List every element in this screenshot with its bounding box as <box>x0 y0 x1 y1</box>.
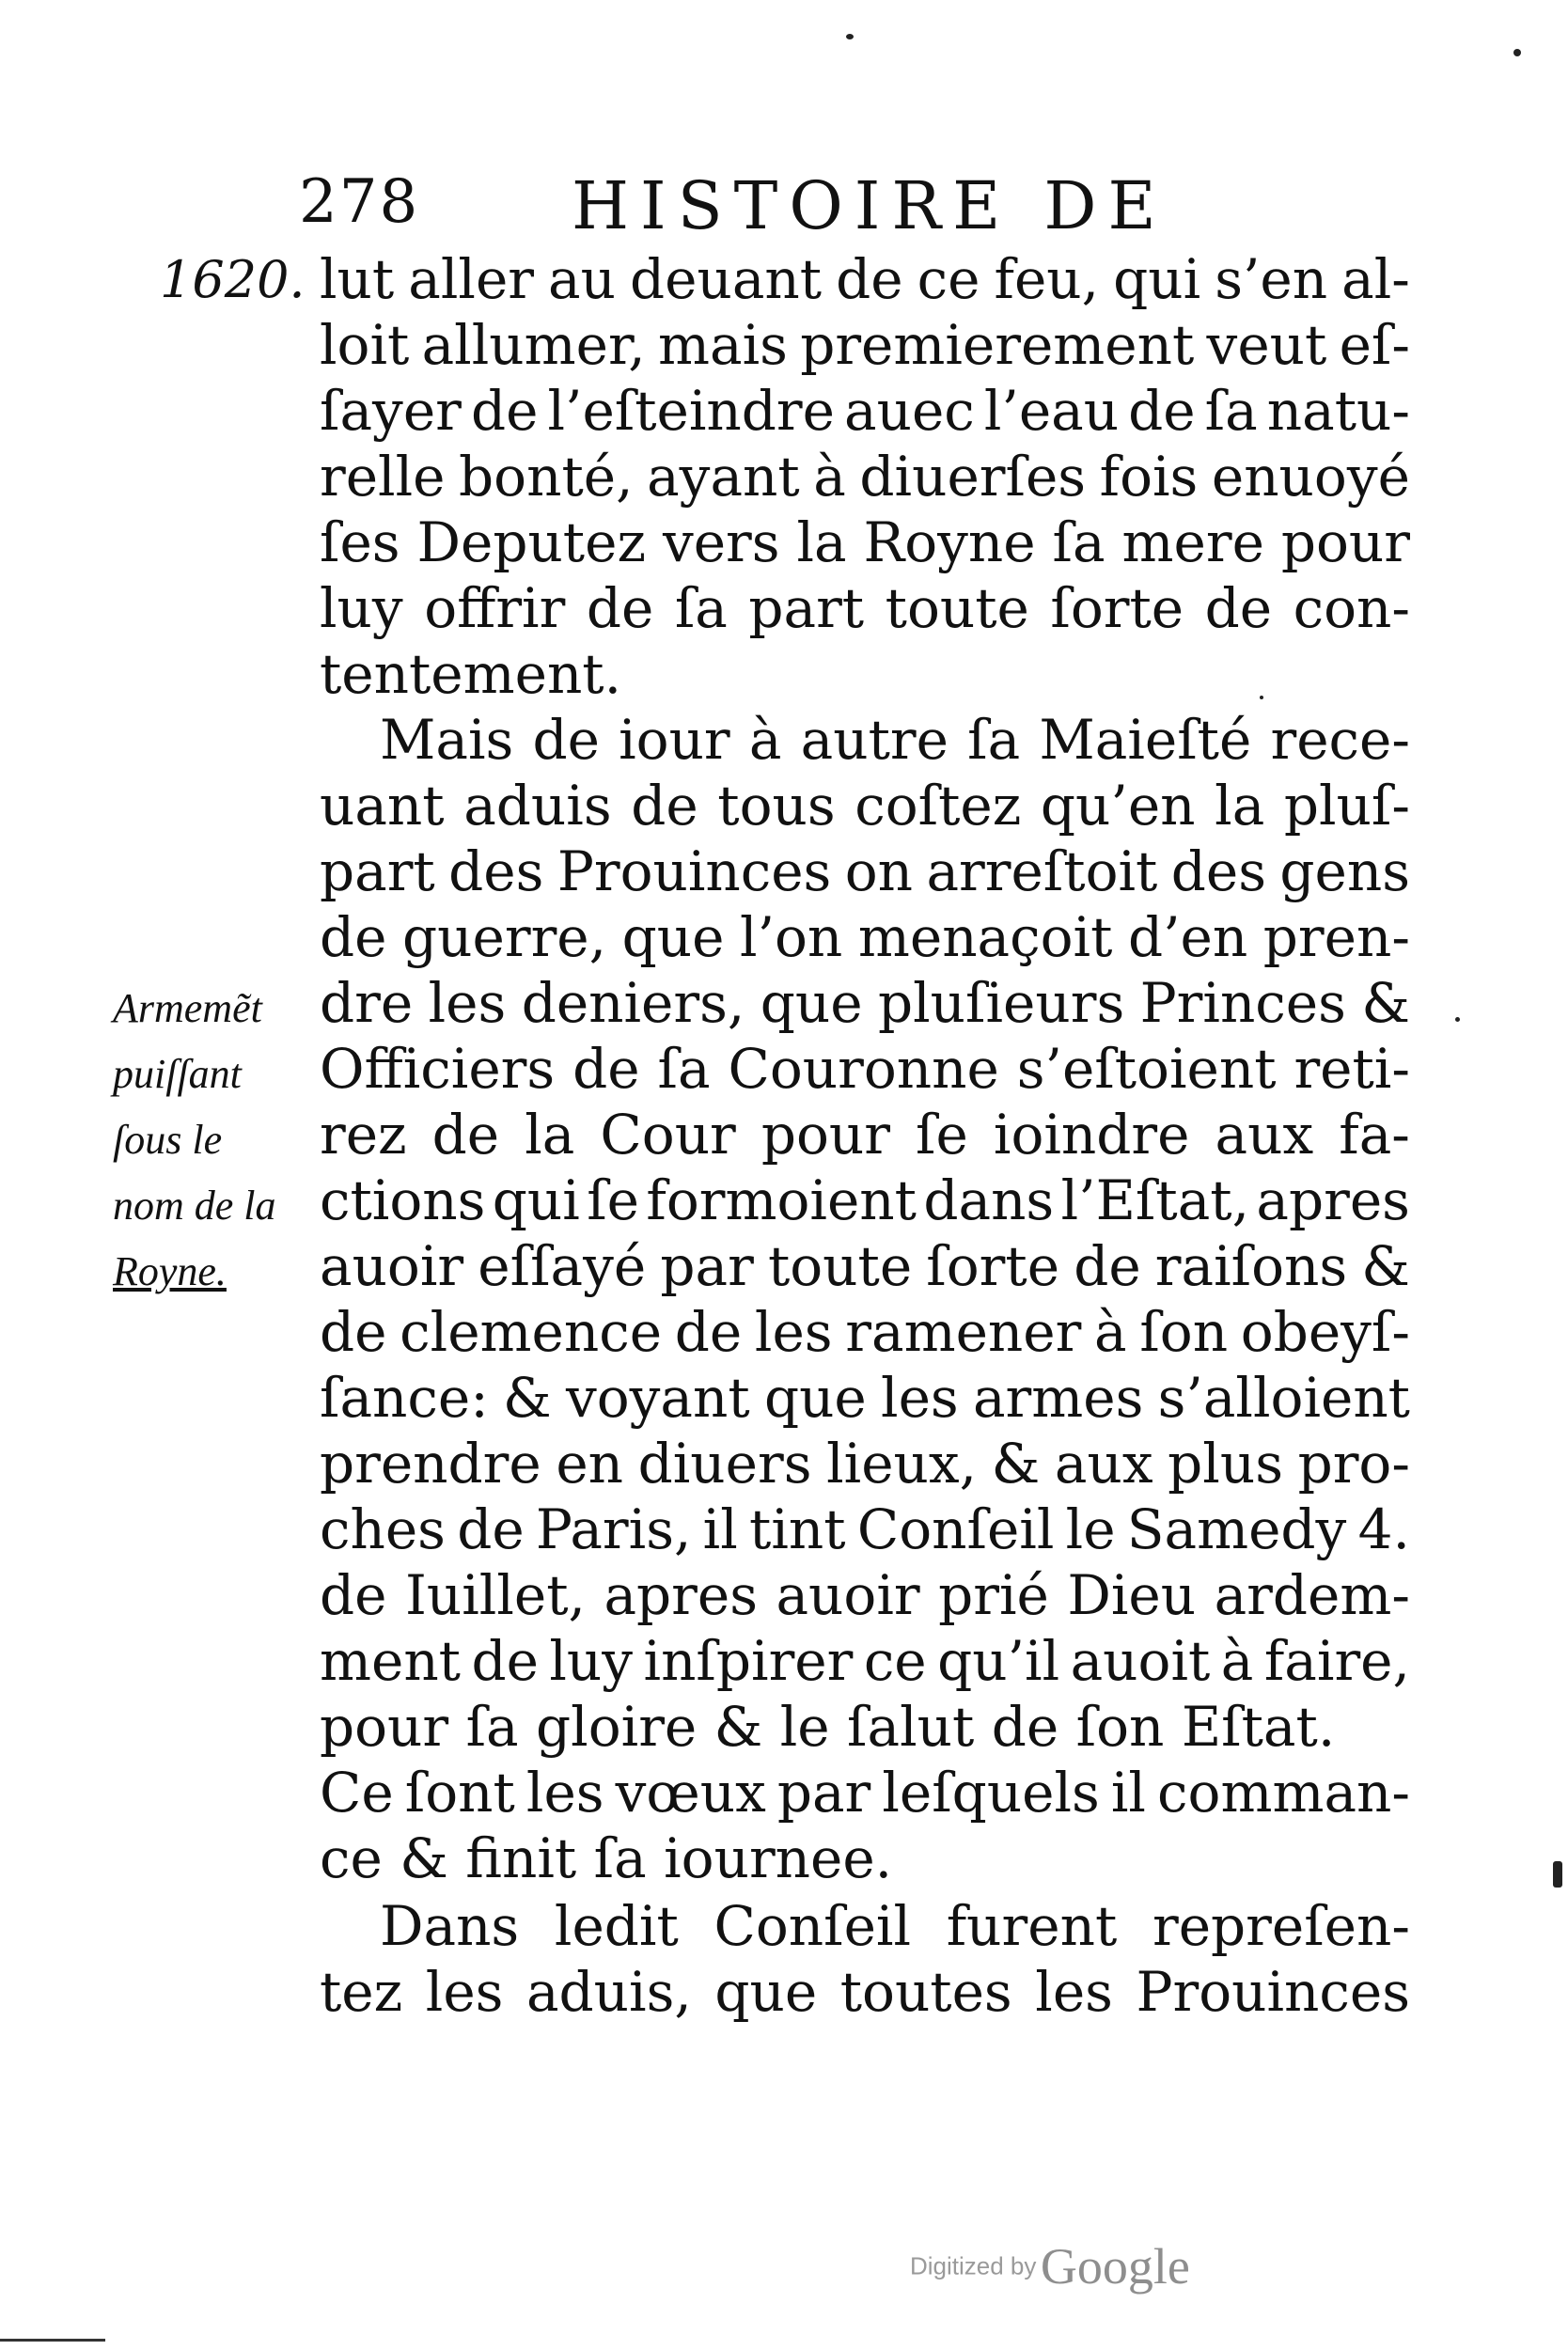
text-line <box>320 1431 1410 1496</box>
word: Prouinces <box>557 839 832 903</box>
margin-note-line: puiſſant <box>113 1051 242 1097</box>
word: toutes <box>839 1960 1012 2024</box>
text-line <box>320 509 1410 575</box>
text-line <box>320 575 1410 641</box>
word: de <box>631 774 698 838</box>
margin-note-line: nom de la <box>113 1183 276 1229</box>
word: Mais <box>380 708 514 772</box>
text-line <box>320 1299 1410 1365</box>
word: con- <box>1293 576 1410 640</box>
text-line: tentement. <box>320 642 622 706</box>
text-line <box>320 378 1410 444</box>
text-line <box>320 312 1410 378</box>
word: que <box>621 905 725 969</box>
page-number: 278 <box>299 167 420 237</box>
word: de <box>470 379 539 443</box>
word: la <box>525 1103 575 1167</box>
word: s’en <box>1215 247 1328 311</box>
word: l’Eſtat, <box>1060 1168 1250 1232</box>
text-line <box>320 707 1410 773</box>
word: Cour <box>600 1103 736 1167</box>
word: feu, <box>994 247 1100 311</box>
word: à <box>748 708 782 772</box>
word: pluſieurs <box>878 971 1125 1035</box>
word: Ce <box>320 1761 394 1825</box>
word: qu’il <box>937 1629 1060 1693</box>
word: voyant <box>565 1366 750 1430</box>
word: ſa <box>1204 379 1258 443</box>
word: la <box>1215 774 1265 838</box>
word: diuerſes <box>859 445 1087 509</box>
word: lieux, <box>826 1432 978 1496</box>
word: offrir <box>424 576 566 640</box>
word: luy <box>549 1629 634 1693</box>
word: ches <box>320 1497 446 1561</box>
word: Samedy <box>1126 1497 1347 1561</box>
word: Deputez <box>416 510 646 574</box>
text-line <box>320 1036 1410 1102</box>
margin-note-line: Armemẽt <box>113 985 262 1031</box>
text-line: ce & finit ſa iournee. <box>320 1826 893 1890</box>
word: natu- <box>1266 379 1410 443</box>
word: auoir <box>776 1563 920 1627</box>
word: diuers <box>637 1432 812 1496</box>
word: reti- <box>1294 1037 1410 1101</box>
word: relle <box>320 445 446 509</box>
word: prendre <box>320 1432 541 1496</box>
word: 4. <box>1357 1497 1410 1561</box>
word: plus <box>1168 1432 1283 1496</box>
word: auoir <box>320 1234 464 1298</box>
word: eſſayé <box>478 1234 647 1298</box>
word: raiſons <box>1154 1234 1348 1298</box>
word: apres <box>1256 1168 1410 1232</box>
margin-year: 1620. <box>160 250 306 309</box>
word: Maieſté <box>1039 708 1252 772</box>
word: menaçoit <box>857 905 1113 969</box>
word: inſpirer <box>643 1629 854 1693</box>
word: furent <box>946 1894 1118 1958</box>
word: fa- <box>1339 1103 1410 1167</box>
word: de <box>471 1629 539 1693</box>
word: & <box>991 1432 1041 1496</box>
word: les <box>754 1300 833 1364</box>
word: des <box>1170 839 1266 903</box>
word: par <box>776 1761 871 1825</box>
word: dans <box>923 1168 1055 1232</box>
word: leſquels <box>882 1761 1100 1825</box>
word: pren- <box>1262 905 1410 969</box>
word: mais <box>658 313 788 377</box>
word: Couronne <box>728 1037 999 1101</box>
text-line: pour ſa gloire & le ſalut de ſon Eſtat. <box>320 1695 1336 1759</box>
word: ſayer <box>320 379 462 443</box>
word: de <box>1074 1234 1141 1298</box>
text-line <box>320 444 1410 509</box>
word: ce <box>863 1629 927 1693</box>
word: ſont <box>404 1761 515 1825</box>
word: part <box>748 576 865 640</box>
word: veut <box>1206 313 1327 377</box>
word: la <box>796 510 847 574</box>
word: des <box>448 839 544 903</box>
word: vers <box>662 510 780 574</box>
word: vœux <box>615 1761 766 1825</box>
text-line <box>320 1167 1410 1233</box>
word: prié <box>938 1563 1049 1627</box>
word: aux <box>1054 1432 1153 1496</box>
text-line <box>320 773 1410 838</box>
word: pour <box>1280 510 1410 574</box>
word: tez <box>320 1960 403 2024</box>
word: lut <box>320 247 395 311</box>
word: fois <box>1099 445 1199 509</box>
word: ſon <box>1139 1300 1229 1364</box>
word: de <box>1128 379 1196 443</box>
word: tous <box>717 774 836 838</box>
word: Officiers <box>320 1037 556 1101</box>
word: gens <box>1279 839 1410 903</box>
text-line <box>320 1628 1410 1694</box>
word: par <box>660 1234 754 1298</box>
text-line <box>320 1893 1410 1959</box>
word: eſ- <box>1339 313 1410 377</box>
word: les <box>525 1761 604 1825</box>
word: ſa <box>967 708 1021 772</box>
word: Iuillet, <box>404 1563 586 1627</box>
word: on <box>844 839 914 903</box>
word: ſe <box>916 1103 968 1167</box>
word: arreſtoit <box>926 839 1158 903</box>
word: ctions <box>320 1168 486 1232</box>
word: l’eau <box>983 379 1120 443</box>
word: aduis <box>463 774 612 838</box>
word: à <box>813 445 846 509</box>
word: que <box>714 1960 818 2024</box>
text-line <box>320 1959 1410 2025</box>
word: ſa <box>1052 510 1105 574</box>
word: dre <box>320 971 414 1035</box>
running-title: HISTOIRE DE <box>572 167 1168 244</box>
word: ment <box>320 1629 461 1693</box>
scan-edge-rule <box>0 2339 105 2342</box>
word: que <box>760 971 863 1035</box>
word: ſa <box>657 1037 711 1101</box>
word: en <box>556 1432 624 1496</box>
word: d’en <box>1127 905 1248 969</box>
word: les <box>1035 1960 1113 2024</box>
word: loit <box>320 313 410 377</box>
margin-note-line: ſous le <box>113 1117 223 1163</box>
word: part <box>320 839 435 903</box>
word: il <box>702 1497 738 1561</box>
word: Conſeil <box>713 1894 912 1958</box>
body-text <box>320 246 1410 2025</box>
text-line <box>320 904 1410 970</box>
word: aduis, <box>525 1960 692 2024</box>
word: ramener <box>845 1300 1082 1364</box>
word: il <box>1110 1761 1146 1825</box>
word: toute <box>885 576 1029 640</box>
word: Conſeil <box>856 1497 1055 1561</box>
word: auoit <box>1070 1629 1211 1693</box>
text-line <box>320 1496 1410 1562</box>
text-line <box>320 838 1410 904</box>
word: formoient <box>646 1168 917 1232</box>
word: deuant <box>630 247 823 311</box>
word: Royne <box>863 510 1036 574</box>
text-line <box>320 246 1410 312</box>
word: à <box>1220 1629 1254 1693</box>
word: bonté, <box>459 445 634 509</box>
margin-note-line: Royne. <box>113 1248 227 1294</box>
word: luy <box>320 576 403 640</box>
word: qui <box>1113 247 1201 311</box>
word: premierement <box>800 313 1195 377</box>
word: ſa <box>674 576 728 640</box>
word: à <box>1094 1300 1127 1364</box>
word: ce <box>917 247 980 311</box>
word: qu’en <box>1040 774 1196 838</box>
word: rez <box>320 1103 407 1167</box>
text-line <box>320 1233 1410 1299</box>
text-line <box>320 1760 1410 1825</box>
word: armes <box>972 1366 1144 1430</box>
word: ſance: <box>320 1366 489 1430</box>
word: clemence <box>400 1300 663 1364</box>
word: de <box>836 247 903 311</box>
word: aller <box>408 247 534 311</box>
word: ioindre <box>993 1103 1190 1167</box>
text-line <box>320 1102 1410 1167</box>
word: s’alloient <box>1157 1366 1410 1430</box>
word: Dieu <box>1067 1563 1197 1627</box>
word: repreſen- <box>1152 1894 1410 1958</box>
word: ſes <box>320 510 400 574</box>
google-logo: Google <box>1040 2238 1190 2295</box>
word: qui <box>492 1168 580 1232</box>
word: apres <box>604 1563 758 1627</box>
word: iour <box>619 708 730 772</box>
word: guerre, <box>402 905 607 969</box>
word: les <box>881 1366 959 1430</box>
digitized-watermark <box>910 2237 1190 2295</box>
word: de <box>320 905 387 969</box>
word: de <box>1204 576 1273 640</box>
word: faire, <box>1263 1629 1410 1693</box>
word: aux <box>1215 1103 1314 1167</box>
word: l’eſteindre <box>547 379 835 443</box>
word: les <box>428 971 507 1035</box>
word: Dans <box>380 1894 520 1958</box>
word: rece- <box>1270 708 1410 772</box>
word: ſorte <box>1050 576 1184 640</box>
word: l’on <box>740 905 843 969</box>
word: obeyſ- <box>1240 1300 1410 1364</box>
text-line <box>320 1365 1410 1431</box>
word: pour <box>760 1103 890 1167</box>
word: que <box>763 1366 867 1430</box>
word: de <box>320 1563 387 1627</box>
word: Paris, <box>535 1497 692 1561</box>
word: Prouinces <box>1136 1960 1410 2024</box>
word: de <box>586 576 654 640</box>
word: de <box>572 1037 640 1101</box>
word: allumer, <box>421 313 646 377</box>
word: al- <box>1341 247 1410 311</box>
word: ardem- <box>1214 1563 1410 1627</box>
word: ayant <box>647 445 800 509</box>
word: enuoyé <box>1211 445 1410 509</box>
word: de <box>431 1103 500 1167</box>
word: & <box>503 1366 552 1430</box>
word: auec <box>844 379 975 443</box>
word: de <box>674 1300 743 1364</box>
word: s’eſtoient <box>1016 1037 1277 1101</box>
text-line <box>320 970 1410 1036</box>
word: le <box>1065 1497 1116 1561</box>
word: pro- <box>1297 1432 1410 1496</box>
word: de <box>532 708 600 772</box>
word: deniers, <box>521 971 745 1035</box>
word: & <box>1361 971 1410 1035</box>
word: ledit <box>554 1894 679 1958</box>
margin-note <box>113 976 310 1305</box>
word: toute <box>767 1234 913 1298</box>
word: autre <box>800 708 949 772</box>
word: uant <box>320 774 445 838</box>
word: tint <box>749 1497 846 1561</box>
word: & <box>1361 1234 1410 1298</box>
word: ſorte <box>926 1234 1060 1298</box>
word: de <box>320 1300 387 1364</box>
word: comman- <box>1157 1761 1410 1825</box>
word: au <box>548 247 616 311</box>
word: coſtez <box>855 774 1022 838</box>
word: mere <box>1121 510 1264 574</box>
word: Princes <box>1139 971 1346 1035</box>
word: pluſ- <box>1283 774 1410 838</box>
word: les <box>425 1960 504 2024</box>
word: ſe <box>587 1168 640 1232</box>
word: de <box>457 1497 525 1561</box>
text-line <box>320 1562 1410 1628</box>
watermark-digitized-by: Digitized by <box>910 2251 1037 2280</box>
